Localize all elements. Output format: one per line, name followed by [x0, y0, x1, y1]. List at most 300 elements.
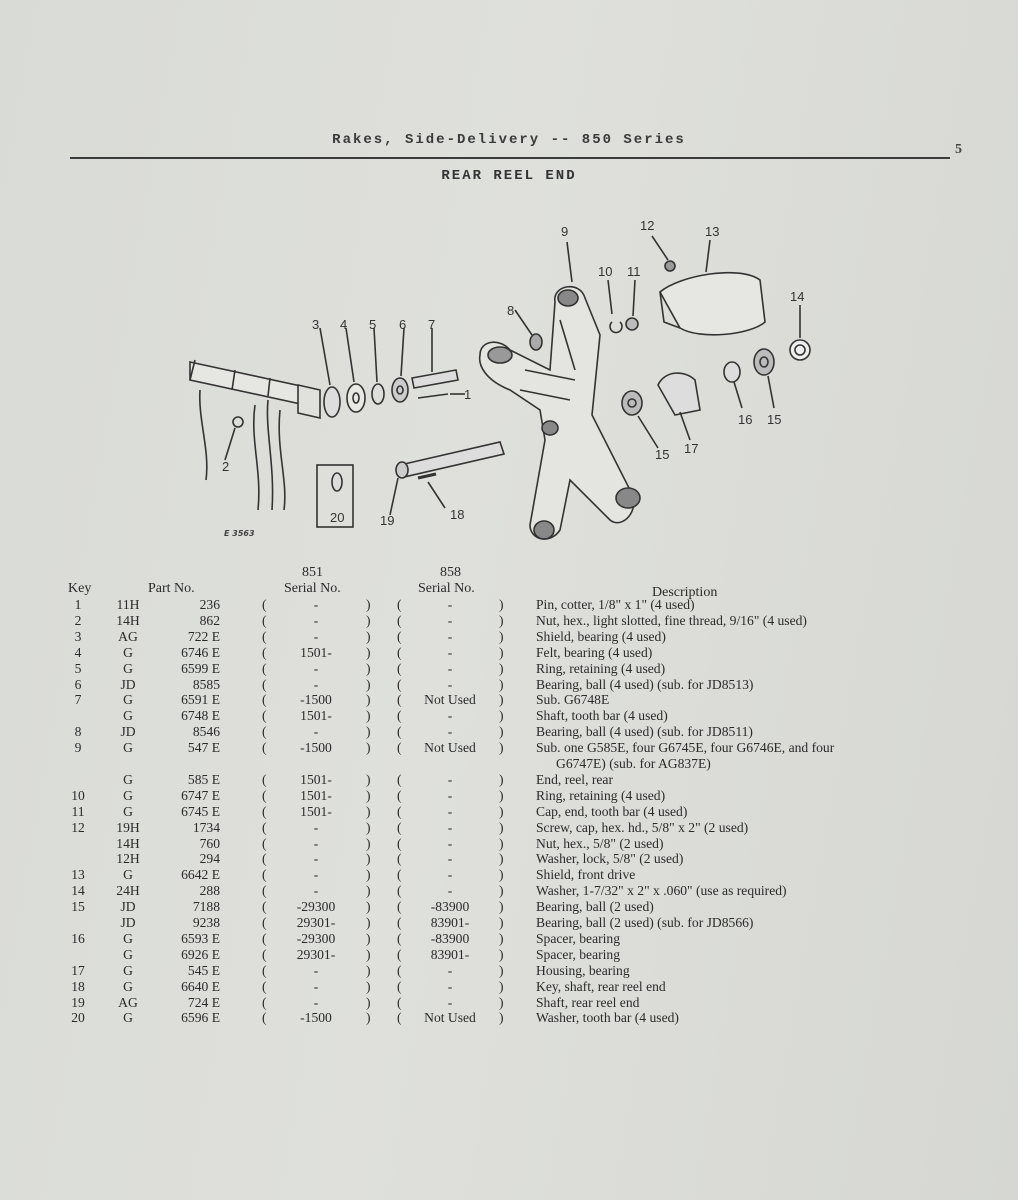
- paren-mark: ): [499, 819, 504, 835]
- serial-851-cell: -: [313, 994, 319, 1010]
- table-row: [0, 931, 1018, 947]
- serial-851-cell: -: [313, 676, 319, 692]
- serial-851-cell: -: [313, 962, 319, 978]
- description-cell: Spacer, bearing: [536, 930, 620, 946]
- key-cell: 15: [71, 899, 85, 915]
- serial-851-cell: -: [313, 819, 319, 835]
- paren-mark: ): [366, 819, 371, 835]
- part-number-cell: 236: [199, 597, 220, 612]
- paren-mark: (: [397, 740, 402, 756]
- description-cell: Bearing, ball (4 used) (sub. for JD8511): [536, 724, 753, 740]
- header-serial-858: Serial No.: [418, 581, 475, 596]
- callout-13: 13: [705, 224, 720, 239]
- serial-851-cell: 1501-: [300, 708, 332, 724]
- part-number-cell: 6599 E: [181, 660, 220, 676]
- paren-mark: ): [366, 883, 371, 899]
- table-row: [0, 851, 1018, 867]
- serial-851-cell: -1500: [300, 740, 332, 756]
- serial-851-cell: -: [313, 612, 319, 628]
- description-cell: Bearing, ball (4 used) (sub. for JD8513): [536, 676, 754, 692]
- table-row: [0, 947, 1018, 963]
- key-cell: 12: [71, 819, 85, 835]
- part-prefix-cell: 12H: [116, 851, 140, 867]
- part-number-cell: 6640 E: [181, 978, 220, 994]
- paren-mark: (: [397, 978, 402, 994]
- callout-15b: 15: [767, 412, 782, 427]
- serial-851-cell: 29301-: [296, 915, 336, 930]
- paren-mark: (: [262, 962, 267, 978]
- paren-mark: (: [397, 946, 402, 962]
- paren-mark: (: [397, 771, 402, 787]
- paren-mark: ): [499, 851, 504, 867]
- paren-mark: ): [366, 899, 371, 915]
- tooth-bar-body: [190, 362, 310, 406]
- part-prefix-cell: JD: [120, 899, 136, 915]
- description-cell: Washer, tooth bar (4 used): [536, 1010, 679, 1026]
- paren-mark: ): [366, 915, 371, 930]
- paren-mark: (: [397, 851, 402, 867]
- key-cell: 16: [71, 930, 85, 946]
- table-row: [0, 613, 1018, 629]
- part-prefix-cell: AG: [118, 628, 138, 644]
- paren-mark: (: [397, 676, 402, 692]
- serial-851-cell: -: [313, 867, 319, 883]
- part-number-cell: 294: [199, 851, 220, 867]
- table-row: [0, 740, 1018, 756]
- description-cell: Spacer, bearing: [536, 946, 620, 962]
- paren-mark: ): [366, 771, 371, 787]
- table-row: [0, 899, 1018, 915]
- callout-9: 9: [561, 224, 569, 239]
- paren-mark: (: [397, 612, 402, 628]
- callout-1: 1: [464, 387, 472, 402]
- paren-mark: ): [366, 851, 371, 867]
- section-title: REAR REEL END: [441, 168, 577, 184]
- paren-mark: (: [262, 708, 267, 724]
- part-number-cell: 6591 E: [181, 692, 220, 708]
- part-prefix-cell: G: [123, 740, 133, 756]
- part-prefix-cell: JD: [120, 676, 136, 692]
- paren-mark: ): [366, 835, 371, 851]
- callout-5: 5: [369, 317, 377, 332]
- serial-858-cell: Not Used: [424, 1010, 476, 1026]
- paren-mark: (: [397, 803, 402, 819]
- table-row: [0, 708, 1018, 724]
- paren-mark: ): [499, 708, 504, 724]
- part-prefix-cell: 24H: [116, 883, 140, 899]
- part-prefix-cell: G: [123, 1010, 133, 1026]
- serial-858-cell: -: [447, 835, 453, 851]
- callout-3: 3: [312, 317, 320, 332]
- description-cell: Washer, 1-7/32" x 2" x .060" (use as required): [536, 883, 787, 899]
- tooth-2: [254, 405, 259, 510]
- paren-mark: ): [366, 803, 371, 819]
- part-prefix-cell: 19H: [116, 819, 140, 835]
- part-prefix-cell: G: [123, 692, 133, 708]
- paren-mark: ): [499, 899, 504, 915]
- part-number-cell: 7188: [192, 899, 220, 915]
- serial-851-cell: 1501-: [300, 787, 332, 803]
- part-prefix-cell: G: [123, 660, 133, 676]
- header-part-no: Part No.: [148, 581, 195, 596]
- page-number: 5: [955, 142, 962, 157]
- serial-851-cell: 29301-: [296, 946, 336, 962]
- part-number-cell: 862: [199, 612, 220, 628]
- part-prefix-cell: G: [123, 803, 133, 819]
- part-number-cell: 6926 E: [181, 946, 220, 962]
- table-row: [0, 629, 1018, 645]
- table-row: [0, 756, 1018, 772]
- part-number-cell: 6746 E: [181, 644, 220, 660]
- paren-mark: ): [366, 787, 371, 803]
- callout-20: 20: [330, 510, 345, 525]
- diagram-code: E 3563: [224, 529, 255, 538]
- table-row: [0, 692, 1018, 708]
- paren-mark: (: [397, 644, 402, 660]
- table-row: [0, 1010, 1018, 1026]
- serial-851-cell: -1500: [300, 1010, 332, 1026]
- table-row: [0, 645, 1018, 661]
- description-cell: G6747E) (sub. for AG837E): [556, 756, 711, 771]
- header-model-851: 851: [302, 565, 323, 580]
- part-prefix-cell: JD: [120, 915, 136, 930]
- callout-10: 10: [598, 264, 613, 279]
- paren-mark: (: [262, 597, 267, 612]
- serial-858-cell: -: [447, 851, 453, 867]
- part-prefix-cell: G: [123, 708, 133, 724]
- part-number-cell: 722 E: [187, 628, 220, 644]
- description-cell: Screw, cap, hex. hd., 5/8" x 2" (2 used): [536, 819, 749, 835]
- description-cell: Shaft, rear reel end: [536, 994, 640, 1010]
- part-number-cell: 6642 E: [181, 867, 220, 883]
- paren-mark: ): [499, 915, 504, 930]
- paren-mark: ): [499, 676, 504, 692]
- key-cell: 6: [74, 676, 82, 692]
- paren-mark: ): [499, 803, 504, 819]
- paren-mark: ): [499, 628, 504, 644]
- callout-2: 2: [222, 459, 230, 474]
- part-prefix-cell: G: [123, 771, 133, 787]
- part-prefix-cell: G: [123, 978, 133, 994]
- key-cell: 9: [74, 740, 82, 756]
- paren-mark: (: [262, 1010, 267, 1026]
- key-cell: 2: [74, 612, 82, 628]
- serial-858-cell: -: [447, 628, 453, 644]
- part-prefix-cell: 14H: [116, 835, 140, 851]
- key-cell: 14: [71, 883, 85, 899]
- key-cell: 13: [71, 867, 85, 883]
- key-cell: 3: [74, 628, 82, 644]
- paren-mark: (: [397, 962, 402, 978]
- part-number-cell: 760: [199, 835, 220, 851]
- key-cell: 17: [71, 962, 85, 978]
- serial-851-cell: -29300: [296, 899, 336, 915]
- paren-mark: (: [262, 835, 267, 851]
- paren-mark: (: [397, 994, 402, 1010]
- paren-mark: ): [366, 597, 371, 612]
- description-cell: Ring, retaining (4 used): [536, 660, 666, 676]
- paren-mark: (: [262, 994, 267, 1010]
- callout-11: 11: [627, 264, 641, 279]
- header-rule: [70, 157, 950, 159]
- paren-mark: (: [262, 883, 267, 899]
- paren-mark: (: [397, 867, 402, 883]
- part-number-cell: 6748 E: [181, 708, 220, 724]
- paren-mark: ): [499, 867, 504, 883]
- paren-mark: (: [397, 1010, 402, 1026]
- callout-7: 7: [428, 317, 436, 332]
- key-cell: 4: [74, 644, 82, 660]
- exploded-parts-diagram: [180, 210, 830, 550]
- serial-858-cell: -: [447, 771, 453, 787]
- serial-851-cell: -: [313, 660, 319, 676]
- part-prefix-cell: G: [123, 787, 133, 803]
- description-cell: End, reel, rear: [536, 771, 613, 787]
- serial-858-cell: 83901-: [430, 946, 470, 962]
- paren-mark: (: [262, 899, 267, 915]
- serial-851-cell: -: [313, 628, 319, 644]
- header-key: Key: [68, 581, 92, 596]
- paren-mark: (: [397, 930, 402, 946]
- table-row: [0, 804, 1018, 820]
- paren-mark: (: [397, 883, 402, 899]
- part-number-cell: 547 E: [187, 740, 220, 756]
- serial-858-cell: -: [447, 883, 453, 899]
- paren-mark: ): [499, 724, 504, 740]
- part-number-cell: 1734: [192, 819, 220, 835]
- paren-mark: ): [366, 708, 371, 724]
- part-number-cell: 6747 E: [181, 787, 220, 803]
- paren-mark: ): [366, 1010, 371, 1026]
- paren-mark: ): [499, 994, 504, 1010]
- description-cell: Cap, end, tooth bar (4 used): [536, 803, 688, 819]
- paren-mark: (: [262, 867, 267, 883]
- paren-mark: ): [499, 740, 504, 756]
- paren-mark: ): [499, 597, 504, 612]
- callout-6: 6: [399, 317, 407, 332]
- paren-mark: ): [499, 883, 504, 899]
- table-row: [0, 979, 1018, 995]
- table-row: [0, 915, 1018, 931]
- serial-858-cell: -: [447, 676, 453, 692]
- paren-mark: (: [397, 660, 402, 676]
- tooth-1: [200, 390, 207, 480]
- serial-858-cell: -: [447, 708, 453, 724]
- part-number-cell: 6593 E: [181, 930, 220, 946]
- serial-858-cell: -83900: [430, 899, 470, 915]
- paren-mark: ): [499, 644, 504, 660]
- key-cell: 1: [74, 597, 82, 612]
- table-row: [0, 820, 1018, 836]
- description-cell: Bearing, ball (2 used) (sub. for JD8566): [536, 915, 754, 930]
- paren-mark: (: [397, 899, 402, 915]
- paren-mark: ): [499, 946, 504, 962]
- serial-858-cell: -: [447, 787, 453, 803]
- key-cell: 20: [71, 1010, 85, 1026]
- paren-mark: ): [499, 660, 504, 676]
- paren-mark: (: [262, 740, 267, 756]
- paren-mark: (: [262, 851, 267, 867]
- paren-mark: ): [499, 771, 504, 787]
- paren-mark: (: [397, 692, 402, 708]
- paren-mark: (: [397, 915, 402, 930]
- serial-858-cell: -: [447, 644, 453, 660]
- serial-851-cell: 1501-: [300, 803, 332, 819]
- serial-851-cell: -: [313, 851, 319, 867]
- paren-mark: ): [499, 612, 504, 628]
- paren-mark: ): [366, 644, 371, 660]
- description-cell: Bearing, ball (2 used): [536, 899, 654, 915]
- part-number-cell: 8546: [192, 724, 220, 740]
- serial-851-cell: -29300: [296, 930, 336, 946]
- paren-mark: ): [366, 676, 371, 692]
- part-number-cell: 6745 E: [181, 803, 220, 819]
- table-row: [0, 677, 1018, 693]
- paren-mark: ): [366, 962, 371, 978]
- paren-mark: (: [262, 930, 267, 946]
- description-cell: Nut, hex., light slotted, fine thread, 9/16" (4 used): [536, 612, 807, 628]
- part-number-cell: 545 E: [187, 962, 220, 978]
- part-prefix-cell: 14H: [116, 612, 140, 628]
- part-prefix-cell: G: [123, 867, 133, 883]
- part-number-cell: 288: [199, 883, 220, 899]
- key-cell: 10: [71, 787, 85, 803]
- serial-858-cell: -: [447, 803, 453, 819]
- callout-8: 8: [507, 303, 515, 318]
- callout-14: 14: [790, 289, 805, 304]
- description-cell: Sub. G6748E: [536, 692, 610, 708]
- description-cell: Washer, lock, 5/8" (2 used): [536, 851, 684, 867]
- paren-mark: ): [366, 930, 371, 946]
- part-prefix-cell: G: [123, 962, 133, 978]
- shield-bearing-3: [324, 387, 340, 417]
- table-row: [0, 661, 1018, 677]
- paren-mark: (: [262, 787, 267, 803]
- paren-mark: (: [397, 835, 402, 851]
- description-cell: Housing, bearing: [536, 962, 630, 978]
- paren-mark: (: [262, 676, 267, 692]
- serial-858-cell: Not Used: [424, 692, 476, 708]
- paren-mark: (: [397, 708, 402, 724]
- description-cell: Shaft, tooth bar (4 used): [536, 708, 668, 724]
- key-cell: 8: [74, 724, 82, 740]
- table-row: [0, 836, 1018, 852]
- paren-mark: ): [366, 628, 371, 644]
- paren-mark: ): [366, 612, 371, 628]
- description-cell: Sub. one G585E, four G6745E, four G6746E, and four: [536, 740, 835, 756]
- paren-mark: (: [262, 612, 267, 628]
- paren-mark: (: [262, 771, 267, 787]
- paren-mark: (: [262, 915, 267, 930]
- paren-mark: ): [366, 994, 371, 1010]
- table-row: [0, 963, 1018, 979]
- paren-mark: ): [499, 787, 504, 803]
- paren-mark: ): [499, 692, 504, 708]
- table-row: [0, 597, 1018, 613]
- header-description: Description: [652, 585, 718, 600]
- table-row: [0, 724, 1018, 740]
- tooth-4: [267, 400, 272, 510]
- serial-851-cell: -: [313, 883, 319, 899]
- key-cell: 7: [74, 692, 82, 708]
- serial-858-cell: -: [447, 978, 453, 994]
- paren-mark: ): [366, 740, 371, 756]
- paren-mark: (: [262, 724, 267, 740]
- description-cell: Ring, retaining (4 used): [536, 787, 666, 803]
- serial-851-cell: -: [313, 724, 319, 740]
- table-row: [0, 772, 1018, 788]
- paren-mark: ): [366, 978, 371, 994]
- table-row: [0, 883, 1018, 899]
- callout-19: 19: [380, 513, 395, 528]
- part-prefix-cell: G: [123, 930, 133, 946]
- part-prefix-cell: JD: [120, 724, 136, 740]
- paren-mark: (: [397, 628, 402, 644]
- part-number-cell: 9238: [192, 915, 220, 930]
- paren-mark: (: [397, 724, 402, 740]
- part-number-cell: 724 E: [187, 994, 220, 1010]
- description-cell: Nut, hex., 5/8" (2 used): [536, 835, 664, 851]
- paren-mark: ): [499, 978, 504, 994]
- description-cell: Felt, bearing (4 used): [536, 644, 653, 660]
- serial-858-cell: -: [447, 612, 453, 628]
- serial-858-cell: -: [447, 597, 453, 612]
- callout-17: 17: [684, 441, 699, 456]
- paren-mark: (: [262, 978, 267, 994]
- part-number-cell: 8585: [192, 676, 220, 692]
- part-prefix-cell: AG: [118, 994, 138, 1010]
- part-prefix-cell: 11H: [116, 597, 140, 612]
- paren-mark: (: [262, 660, 267, 676]
- tooth-3: [279, 410, 285, 510]
- serial-858-cell: -: [447, 962, 453, 978]
- table-row: [0, 867, 1018, 883]
- paren-mark: (: [262, 819, 267, 835]
- paren-mark: (: [262, 628, 267, 644]
- serial-858-cell: -: [447, 660, 453, 676]
- callout-16: 16: [738, 412, 753, 427]
- callout-12: 12: [640, 218, 655, 233]
- callout-18: 18: [450, 507, 465, 522]
- description-cell: Key, shaft, rear reel end: [536, 978, 666, 994]
- serial-858-cell: -: [447, 724, 453, 740]
- paren-mark: (: [397, 597, 402, 612]
- serial-851-cell: -: [313, 978, 319, 994]
- paren-mark: ): [499, 835, 504, 851]
- running-title: Rakes, Side-Delivery -- 850 Series: [332, 132, 686, 148]
- description-cell: Shield, front drive: [536, 867, 636, 883]
- serial-851-cell: -: [313, 597, 319, 612]
- part-number-cell: 585 E: [187, 771, 220, 787]
- serial-858-cell: -: [447, 819, 453, 835]
- description-cell: Pin, cotter, 1/8" x 1" (4 used): [536, 597, 695, 612]
- serial-858-cell: -: [447, 994, 453, 1010]
- nut-2: [233, 417, 243, 427]
- paren-mark: ): [366, 724, 371, 740]
- serial-851-cell: -: [313, 835, 319, 851]
- serial-858-cell: 83901-: [430, 915, 470, 930]
- serial-851-cell: 1501-: [300, 644, 332, 660]
- serial-851-cell: -1500: [300, 692, 332, 708]
- paren-mark: (: [262, 692, 267, 708]
- key-cell: 11: [71, 803, 85, 819]
- paren-mark: ): [499, 962, 504, 978]
- callout-4: 4: [340, 317, 348, 332]
- paren-mark: (: [262, 946, 267, 962]
- table-row: [0, 788, 1018, 804]
- header-serial-851: Serial No.: [284, 581, 341, 596]
- paren-mark: ): [499, 930, 504, 946]
